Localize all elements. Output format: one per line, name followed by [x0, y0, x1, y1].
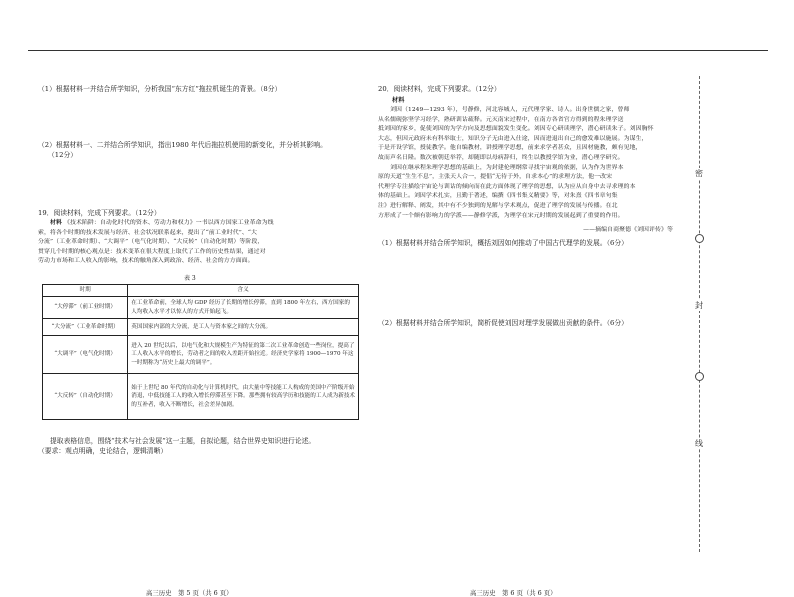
material-line: 于是开设学馆，授徒教学。他自编教材，讲授理学思想，前来求学者甚众，且因材施教，颇有见地，	[378, 145, 642, 152]
table-cell-meaning: 始于上世纪 80 年代的自动化与计算机时代，由大量中等技能工人构成的美国中产阶级开始消退，中低技能工人的收入增长停滞甚至下降。那些拥有较高学历和技能的工人成为新技术的互补者，收入不断增长，社会差异加剧。	[128, 374, 359, 420]
question-18-part2-line1: （2）根据材料一、二并结合所学知识，指出1980 年代后拖拉机使用的新变化，并分析其影响。	[38, 141, 327, 149]
table-header-period: 时期	[43, 285, 128, 297]
question-19-prompt	[38, 436, 363, 456]
material-source: ——摘编自商聚德《刘因评传》等	[583, 227, 673, 233]
binding-dashed-line	[699, 76, 700, 552]
question-20-part1: （1）根据材料并结合所学知识，概括刘因如何推动了中国古代理学的发展。（6分）	[378, 239, 628, 247]
table-row	[43, 374, 359, 420]
binding-char: 封	[695, 301, 703, 310]
table-header-meaning: 含义	[128, 285, 359, 297]
table-cell-period: “大分流”（工业革命时期）	[43, 319, 128, 336]
table-cell-meaning: 在工业革命前，全球人均 GDP 经历了长期的增长停滞，直到 1800 年左右，西方国家的人均收入水平才以惊人的方式开始起飞。	[128, 297, 359, 319]
page-footer-6: 高三历史 第 6 页（共 6 页）	[470, 589, 557, 597]
table-3	[42, 284, 359, 420]
table-row	[43, 297, 359, 319]
material-line: 代理学专注描绘宇宙论与训诂的倾向而在此方面体现了理学的思想，认为应从自身中去寻求理的本	[378, 183, 636, 190]
material-line: 索，将各个时期的技术发展与经济、社会状况联系起来，提出了“前工业时代”、“大	[38, 229, 258, 236]
table-cell-period: “大调平”（电气化时期）	[43, 336, 128, 374]
material-line: 从名儒砚弥坚学习经学，熟研训诂疏释。元灭南宋过程中，在南方各省官方得到的程朱理学送	[378, 116, 624, 123]
table-row	[43, 336, 359, 374]
material-line: 抵刘因的家乡，促使刘因的为学方向及思想面貌发生变化。刘因专心研读理学，潜心研读朱子。刘因胸怀	[378, 126, 654, 133]
material-line: 贯穿几个时期的核心观点是：技术变革在很大程度上取代了工作的历史性结果，通过对	[38, 248, 266, 255]
binding-hole	[695, 372, 704, 381]
question-19-material	[38, 218, 358, 267]
question-18-part2	[38, 140, 358, 160]
page-footer-5: 高三历史 第 5 页（共 6 页）	[146, 589, 233, 597]
material-line: 方形成了一个颇有影响力的学派——静修学派，为理学在宋元时期的发展起到了重要的作用。	[378, 212, 624, 219]
material-line: 大志，但因元政府未有科举取士，知识分子无由进入仕途，因而进退出自己的愈发难以施展。为谋生，	[378, 135, 648, 142]
material-line: 原的天道“生生不息”，主张天人合一，提倡“无待于外，自求本心”的求理方法，他一改宋	[378, 174, 613, 181]
question-20-title: 20．阅读材料，完成下列要求。（12分）	[378, 85, 501, 93]
table-cell-period: “大停滞”（前工业时期）	[43, 297, 128, 319]
question-20-part2: （2）根据材料并结合所学知识，简析促使刘因对理学发展做出贡献的条件。（6分）	[378, 319, 628, 327]
binding-char: 密	[695, 169, 703, 178]
material-line: 故而声名日隆。数次被朝廷举荐，却随即以母病辞归，终生以教授学馆为业，潜心理学研究。	[378, 154, 624, 161]
binding-char: 线	[695, 439, 703, 448]
material-label: 材料	[392, 97, 405, 104]
prompt-line1: 提取表格信息，围绕“技术与社会发展”这一主题，自拟论题，结合世界史知识进行论述。	[50, 437, 316, 445]
material-line: 劳动力市场和工人收入的影响，技术的触角深入到政治、经济、社会的方方面面。	[38, 258, 254, 265]
material-line: 刘因在继承程朱理学思想的基础上，为封建伦理纲常寻找宇宙观的依据，认为作为世界本	[390, 164, 624, 171]
table-cell-meaning: 进入 20 世纪以后，以电气化和大规模生产为特征的第二次工业革命创造一些岗位，提高了工人收入水平的增长，劳动者之间的收入差距开始拉近。经济史学家将 1900—1970 年这一时期称为“历史上最大的调平”。	[128, 336, 359, 374]
question-18-part2-line2: （12分）	[48, 151, 78, 159]
question-20-material	[378, 106, 673, 221]
binding-hole	[695, 234, 704, 243]
question-18-part1: （1）根据材料一并结合所学知识，分析我国“东方红”拖拉机诞生的背景。（8分）	[38, 85, 282, 93]
material-line: 体的基础上。刘因学术扎实，且勤于著述，编撰《四书集义精要》等，对朱熹《四书章句集	[378, 193, 618, 200]
material-label: 材料	[50, 219, 62, 226]
table-cell-meaning: 英国国家内部的大分流，是工人与资本家之间的大分流。	[128, 319, 359, 336]
table-caption: 表 3	[184, 275, 196, 282]
table-row	[43, 319, 359, 336]
table-cell-period: “大反转”（自动化时期）	[43, 374, 128, 420]
page-6	[378, 62, 673, 597]
top-rule	[28, 50, 768, 51]
prompt-line2: （要求：观点明确，史论结合，逻辑清晰）	[38, 447, 168, 455]
binding-line	[690, 76, 710, 552]
table-header-row	[43, 285, 359, 297]
question-19-title: 19．阅读材料，完成下列要求。（12分）	[38, 209, 161, 217]
page-5	[34, 62, 359, 597]
material-line: 分流”（工业革命时期）、“大调平”（电气化时期）、“大反转”（自动化时期）等阶段，	[38, 239, 264, 246]
material-line: 《技术陷阱：自动化时代的资本、劳动力和权力》一书以西方国家工业革命为线	[63, 220, 274, 226]
material-line: 注》进行解释、阐发，其中有不少独到的见解与学术观点，促进了理学的发展与传播。在北	[378, 202, 618, 209]
material-line: 刘因（1249—1293 年），号静修，河北容城人，元代理学家、诗人。出身世儒之家，曾师	[390, 107, 630, 113]
